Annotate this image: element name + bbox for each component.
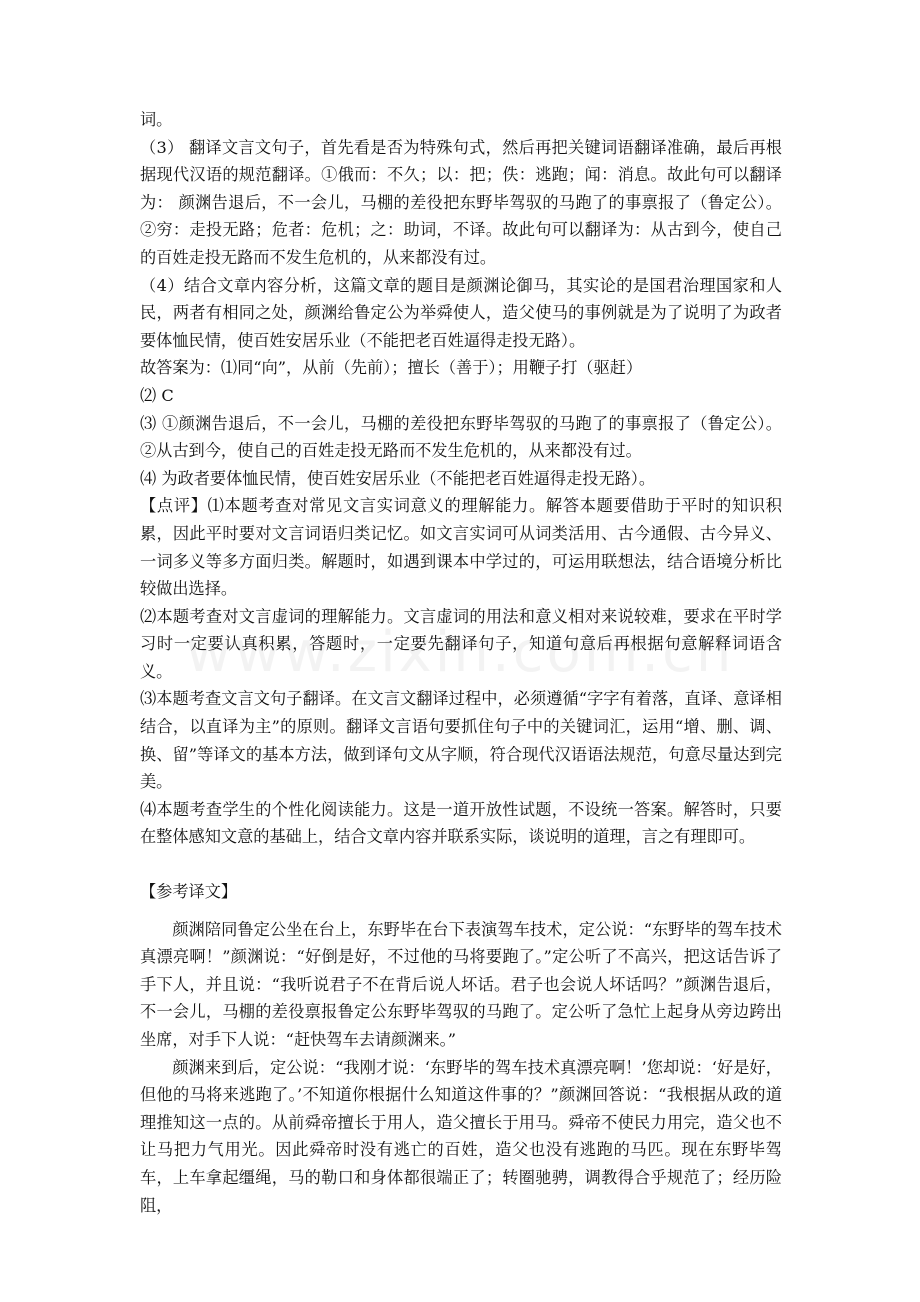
paragraph-ci: 词。 bbox=[140, 110, 173, 129]
paragraph-final-answer-4: ⑷ 为政者要体恤民情，使百姓安居乐业（不能把老百姓逼得走投无路）。 bbox=[140, 468, 656, 488]
translation-paragraph-2: 颜渊来到后，定公说：“我刚才说：‘东野毕的驾车技术真漂亮啊！’您却说：‘好是好，但他的马将来逃跑了。’不知道你根据什么知道这件事的？”颜渊回答说：“我根据从政的道理推知这一点的。从前舜帝擅长于用人，造父擅长于用马。舜帝不使民力用完，造父也不让马把力气用光。因此舜帝时没有逃亡的百姓，造父也没有逃跑的马匹。现在东野毕驾车，上车拿起缰绳，马的勒口和身体都很端正了；转圈驰骋，调教得合乎规范了；经历险阻， bbox=[140, 1057, 782, 1215]
section-gap bbox=[140, 851, 782, 878]
paragraph-comment-1: 【点评】⑴本题考查对常见文言实词意义的理解能力。解答本题要借助于平时的知识积累，因此平时要对文言词语归类记忆。如文言实词可从词类活用、古今通假、古今异义、一词多义等多方面归类。解题时，如遇到课本中学过的，可运用联想法，结合语境分析比较做出选择。 bbox=[140, 496, 782, 599]
translation-heading: 【参考译文】 bbox=[140, 882, 238, 902]
paragraph-final-answer-1: 故答案为：⑴同“向”，从前（先前）；擅长（善于）；用鞭子打（驱赶） bbox=[140, 358, 643, 378]
heading-gap bbox=[140, 906, 782, 916]
paragraph-comment-4: ⑷本题考查学生的个性化阅读能力。这是一道开放性试题，不设统一答案。解答时，只要在整体感知文意的基础上，结合文章内容并联系实际，谈说明的道理，言之有理即可。 bbox=[140, 799, 782, 847]
paragraph-comment-3: ⑶本题考查文言文句子翻译。在文言文翻译过程中，必须遵循“字字有着落，直译、意译相结合，以直译为主”的原则。翻译文言语句要抓住句子中的关键词汇，运用“增、删、调、换、留”等译文的基本方法，做到译句文从字顺，符合现代汉语语法规范，句意尽量达到完美。 bbox=[140, 689, 782, 792]
paragraph-final-answer-2: ⑵ C bbox=[140, 385, 174, 405]
translation-paragraph-1: 颜渊陪同鲁定公坐在台上，东野毕在台下表演驾车技术，定公说：“东野毕的驾车技术真漂亮啊！”颜渊说：“好倒是好，不过他的马将要跑了。”定公听了不高兴，把这话告诉了手下人，并且说：“我听说君子不在背后说人坏话。君子也会说人坏话吗？”颜渊告退后，不一会儿，马棚的差役禀报鲁定公东野毕驾驭的马跑了。定公听了急忙上起身从旁边跨出坐席，对手下人说：“赶快驾车去请颜渊来。” bbox=[140, 919, 782, 1049]
paragraph-comment-2: ⑵本题考查对文言虚词的理解能力。文言虚词的用法和意义相对来说较难，要求在平时学习时一定要认真积累，答题时，一定要先翻译句子，知道句意后再根据句意解释词语含义。 bbox=[140, 606, 782, 681]
paragraph-answer-4: （4）结合文章内容分析，这篇文章的题目是颜渊论御马，其实论的是国君治理国家和人民，两者有相同之处，颜渊给鲁定公为举舜使人，造父使马的事例就是为了说明了为政者要体恤民情，使百姓安居乐业（不能把老百姓逼得走投无路）。 bbox=[140, 275, 782, 350]
document-body bbox=[140, 106, 782, 1219]
paragraph-answer-3: （3） 翻译文言文句子，首先看是否为特殊句式，然后再把关键词语翻译准确，最后再根据现代汉语的规范翻译。①俄而：不久；以：把；佚：逃跑；闻：消息。故此句可以翻译为： 颜渊告退后，不一会儿，马棚的差役把东野毕驾驭的马跑了的事禀报了（鲁定公）。②穷：走投无路；危者：危机；之：助词，不译。故此句可以翻译为：从古到今，使自己的百姓走投无路而不发生危机的，从来都没有过。 bbox=[140, 137, 782, 267]
paragraph-final-answer-3: ⑶ ①颜渊告退后，不一会儿，马棚的差役把东野毕驾驭的马跑了的事禀报了（鲁定公）。②从古到今，使自己的百姓走投无路而不发生危机的，从来都没有过。 bbox=[140, 413, 782, 461]
